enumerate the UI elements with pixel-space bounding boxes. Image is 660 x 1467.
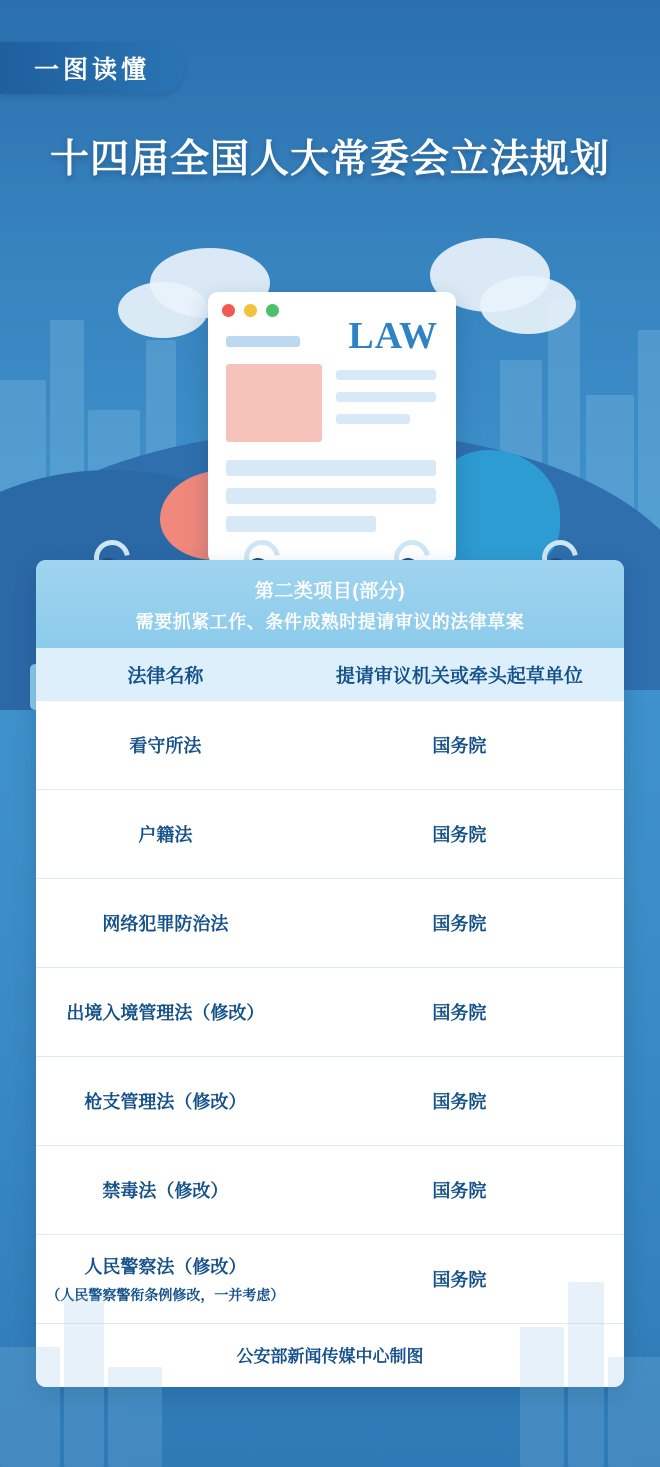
- cell-agency: 国务院: [432, 914, 487, 934]
- card-subtitle-block: [36, 560, 624, 648]
- ribbon-label: 一图读懂: [34, 56, 151, 84]
- law-name-text: 禁毒法（修改）: [102, 1181, 229, 1201]
- cell-agency: 国务院: [432, 1003, 487, 1023]
- cell-agency: 国务院: [432, 825, 487, 845]
- cloud-decoration: [480, 276, 576, 334]
- law-name-text: 网络犯罪防治法: [102, 914, 229, 934]
- placeholder-line: [226, 336, 300, 347]
- placeholder-line: [336, 392, 436, 402]
- placeholder-line: [226, 488, 436, 504]
- cell-law-name: [36, 732, 295, 758]
- cell-agency: 国务院: [432, 736, 487, 756]
- skyline-decoration-bottom: [0, 1247, 660, 1467]
- table-row[interactable]: [36, 968, 624, 1057]
- placeholder-block: [226, 364, 322, 442]
- placeholder-line: [336, 370, 436, 380]
- cloud-decoration: [118, 282, 208, 338]
- cell-law-name: [36, 999, 295, 1025]
- table-row[interactable]: [36, 1057, 624, 1146]
- window-dot-yellow: [244, 304, 257, 317]
- window-dot-red: [222, 304, 235, 317]
- law-name-text: 枪支管理法（修改）: [84, 1092, 247, 1112]
- table-row[interactable]: [36, 701, 624, 790]
- cell-law-name: [36, 821, 295, 847]
- cell-agency: 国务院: [432, 1092, 487, 1112]
- law-illustration: [208, 292, 456, 564]
- law-name-note: （人民警察警衔条例修改，一并考虑）: [46, 1287, 285, 1303]
- window-dots: [222, 304, 279, 317]
- placeholder-line: [336, 414, 410, 424]
- law-name-text: 户籍法: [138, 825, 193, 845]
- column-header-law-name: 法律名称: [127, 666, 204, 687]
- placeholder-line: [226, 460, 436, 476]
- ribbon-banner: [0, 42, 184, 94]
- cell-law-name: [36, 1088, 295, 1114]
- table-row[interactable]: [36, 879, 624, 968]
- cell-law-name: [36, 910, 295, 936]
- law-name-text: 出境入境管理法（修改）: [66, 1003, 265, 1023]
- table-header-row: [36, 648, 624, 701]
- law-name-text: 看守所法: [129, 736, 202, 756]
- page-title: 十四届全国人大常委会立法规划: [49, 138, 610, 181]
- card-footer-credit: 公安部新闻传媒中心制图: [36, 1324, 624, 1387]
- card-subtitle-line2: 需要抓紧工作、条件成熟时提请审议的法律草案: [135, 612, 525, 632]
- column-header-agency: 提请审议机关或牵头起草单位: [335, 666, 583, 687]
- cell-agency: 国务院: [432, 1181, 487, 1201]
- card-subtitle-line1: 第二类项目(部分): [254, 581, 406, 602]
- law-name-text: 人民警察法（修改）: [84, 1257, 247, 1277]
- cell-agency: 国务院: [432, 1270, 487, 1290]
- law-word: LAW: [348, 315, 438, 357]
- window-dot-green: [266, 304, 279, 317]
- placeholder-line: [226, 516, 376, 532]
- cell-law-name: [36, 1177, 295, 1203]
- table-row[interactable]: [36, 1146, 624, 1235]
- table-row[interactable]: [36, 790, 624, 879]
